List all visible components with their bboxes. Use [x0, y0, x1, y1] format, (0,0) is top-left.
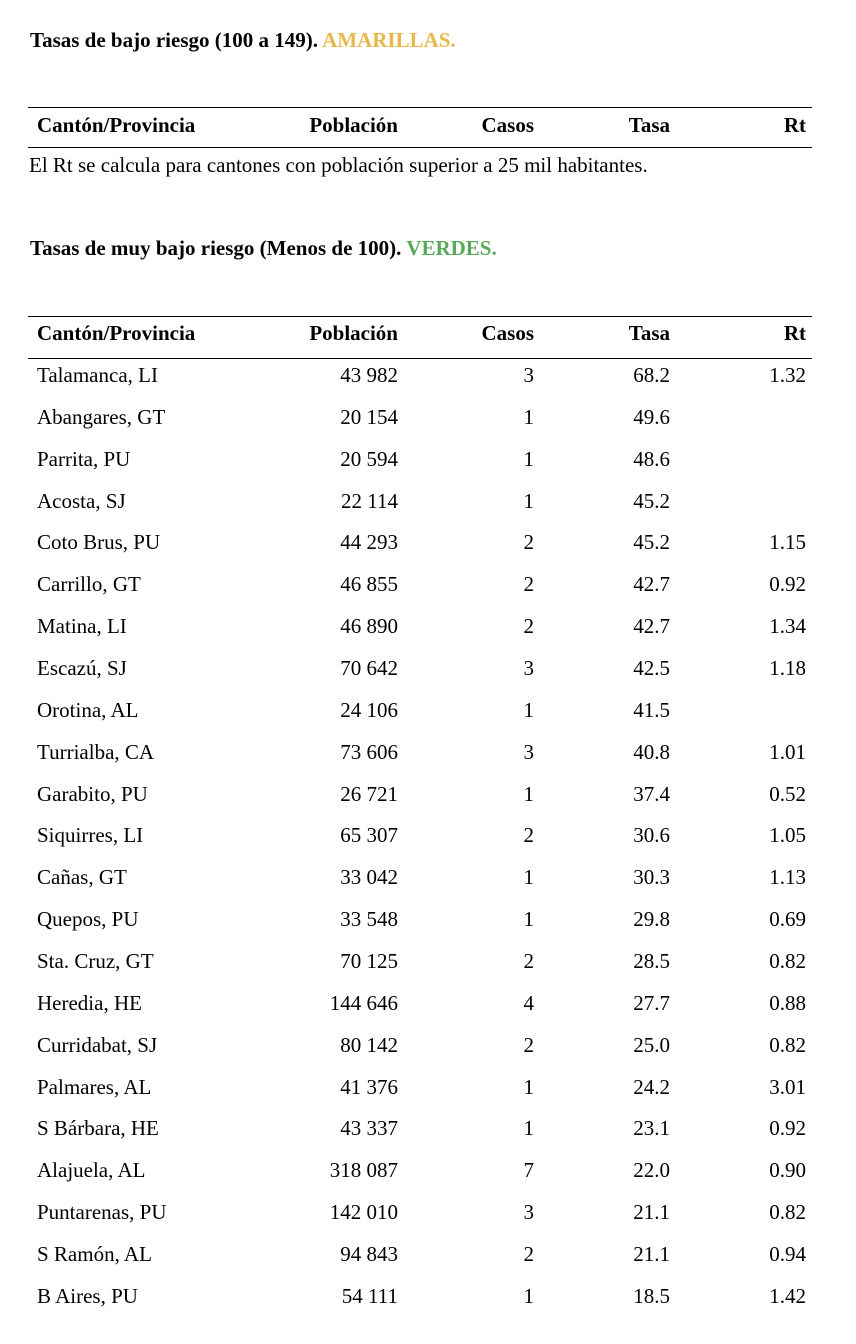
row-poblacion: 20 594	[340, 446, 398, 471]
row-casos: 2	[523, 823, 534, 848]
row-casos: 7	[523, 1158, 534, 1183]
rt-footnote: El Rt se calcula para cantones con población superior a 25 mil habitantes.	[29, 153, 648, 177]
row-tasa: 23.1	[633, 1116, 670, 1141]
row-poblacion: 43 337	[340, 1116, 398, 1141]
row-canton: Orotina, AL	[37, 697, 139, 722]
green-table-header-rule	[28, 358, 812, 359]
row-casos: 2	[523, 530, 534, 555]
row-tasa: 42.7	[633, 614, 670, 639]
row-canton: Puntarenas, PU	[37, 1200, 167, 1224]
table-row	[28, 1155, 812, 1185]
row-tasa: 22.0	[633, 1158, 670, 1183]
row-rt: 0.52	[769, 781, 806, 806]
row-casos: 1	[523, 488, 534, 513]
row-canton: Garabito, PU	[37, 781, 148, 806]
yellow-table-header	[28, 110, 812, 140]
row-casos: 4	[523, 990, 534, 1015]
row-rt: 1.34	[769, 614, 806, 639]
row-rt: 0.92	[769, 1116, 806, 1141]
header-tasa: Tasa	[628, 113, 670, 137]
row-rt: 0.88	[769, 990, 806, 1015]
row-poblacion: 33 042	[340, 865, 398, 890]
row-tasa: 24.2	[633, 1074, 670, 1099]
row-poblacion: 43 982	[340, 363, 398, 387]
row-canton: Heredia, HE	[37, 990, 142, 1015]
row-canton: Sta. Cruz, GT	[37, 948, 154, 973]
row-casos: 1	[523, 404, 534, 429]
row-rt: 0.92	[769, 572, 806, 597]
row-poblacion: 144 646	[329, 990, 398, 1015]
table-row	[28, 1239, 812, 1269]
header-rt: Rt	[783, 321, 806, 345]
table-row	[28, 1030, 812, 1060]
row-poblacion: 318 087	[329, 1158, 398, 1183]
row-poblacion: 65 307	[340, 823, 398, 848]
table-row	[28, 737, 812, 767]
table-row	[28, 988, 812, 1018]
row-canton: Talamanca, LI	[37, 363, 158, 387]
row-poblacion: 20 154	[340, 404, 398, 429]
row-rt: 1.42	[769, 1283, 806, 1308]
row-tasa: 45.2	[633, 530, 670, 555]
table-row	[28, 946, 812, 976]
row-rt: 1.18	[769, 655, 806, 680]
row-poblacion: 24 106	[340, 697, 398, 722]
table-row	[28, 904, 812, 934]
row-tasa: 68.2	[633, 363, 670, 387]
green-table-top-rule	[28, 316, 812, 317]
row-tasa: 18.5	[633, 1283, 670, 1308]
row-tasa: 42.5	[633, 655, 670, 680]
row-casos: 1	[523, 781, 534, 806]
row-canton: Carrillo, GT	[37, 572, 141, 597]
row-canton: Abangares, GT	[37, 404, 166, 429]
table-row	[28, 402, 812, 432]
table-row	[28, 486, 812, 516]
row-poblacion: 73 606	[340, 739, 398, 764]
row-casos: 1	[523, 446, 534, 471]
row-tasa: 41.5	[633, 697, 670, 722]
row-poblacion: 46 890	[340, 614, 398, 639]
table-row	[28, 653, 812, 683]
row-poblacion: 80 142	[340, 1032, 398, 1057]
row-rt: 1.13	[769, 865, 806, 890]
header-tasa: Tasa	[628, 321, 670, 345]
row-tasa: 45.2	[633, 488, 670, 513]
row-poblacion: 44 293	[340, 530, 398, 555]
row-tasa: 28.5	[633, 948, 670, 973]
row-casos: 3	[523, 739, 534, 764]
row-rt: 1.01	[769, 739, 806, 764]
row-canton: Acosta, SJ	[37, 488, 126, 513]
row-poblacion: 22 114	[341, 488, 398, 513]
row-casos: 3	[523, 655, 534, 680]
row-casos: 2	[523, 1241, 534, 1266]
row-casos: 1	[523, 1116, 534, 1141]
row-tasa: 49.6	[633, 404, 670, 429]
header-rt: Rt	[783, 113, 806, 137]
row-casos: 1	[523, 1074, 534, 1099]
table-row	[28, 1281, 812, 1311]
row-canton: S Bárbara, HE	[37, 1116, 159, 1141]
row-casos: 1	[523, 907, 534, 932]
row-poblacion: 26 721	[340, 781, 398, 806]
row-poblacion: 142 010	[329, 1200, 398, 1224]
row-casos: 2	[523, 948, 534, 973]
row-poblacion: 33 548	[340, 907, 398, 932]
row-tasa: 21.1	[633, 1241, 670, 1266]
header-poblacion: Población	[309, 113, 398, 137]
row-casos: 2	[523, 572, 534, 597]
row-tasa: 21.1	[633, 1200, 670, 1224]
row-casos: 1	[523, 1283, 534, 1308]
row-canton: Cañas, GT	[37, 865, 127, 890]
header-casos: Casos	[481, 113, 534, 137]
row-tasa: 25.0	[633, 1032, 670, 1057]
table-row	[28, 1113, 812, 1143]
row-poblacion: 70 642	[340, 655, 398, 680]
header-canton: Cantón/Provincia	[37, 321, 196, 345]
row-casos: 3	[523, 1200, 534, 1224]
row-rt: 0.90	[769, 1158, 806, 1183]
table-row	[28, 820, 812, 850]
table-row	[28, 779, 812, 809]
header-casos: Casos	[481, 321, 534, 345]
header-canton: Cantón/Provincia	[37, 113, 196, 137]
row-poblacion: 41 376	[340, 1074, 398, 1099]
row-canton: Palmares, AL	[37, 1074, 152, 1099]
row-rt: 1.32	[769, 363, 806, 387]
row-canton: Siquirres, LI	[37, 823, 144, 848]
table-row	[28, 360, 812, 390]
row-tasa: 29.8	[633, 907, 670, 932]
table-row	[28, 444, 812, 474]
row-canton: Turrialba, CA	[37, 739, 155, 764]
row-canton: Escazú, SJ	[37, 655, 127, 680]
green-table-header	[28, 318, 812, 348]
row-casos: 1	[523, 697, 534, 722]
row-canton: B Aires, PU	[37, 1283, 138, 1308]
row-canton: Parrita, PU	[37, 446, 131, 471]
row-rt: 0.94	[769, 1241, 806, 1266]
row-rt: 0.69	[769, 907, 806, 932]
table-row	[28, 1072, 812, 1102]
row-canton: Matina, LI	[37, 614, 127, 639]
row-rt: 1.05	[769, 823, 806, 848]
row-poblacion: 54 111	[341, 1283, 398, 1308]
row-tasa: 42.7	[633, 572, 670, 597]
row-poblacion: 94 843	[340, 1241, 398, 1266]
table-row	[28, 569, 812, 599]
yellow-section-tag: AMARILLAS.	[322, 28, 456, 52]
row-tasa: 30.3	[633, 865, 670, 890]
row-canton: Curridabat, SJ	[37, 1032, 158, 1057]
row-canton: Quepos, PU	[37, 907, 139, 932]
yellow-table-bottom-rule	[28, 147, 812, 148]
row-casos: 3	[523, 363, 534, 387]
row-tasa: 37.4	[633, 781, 670, 806]
row-tasa: 40.8	[633, 739, 670, 764]
row-rt: 3.01	[769, 1074, 806, 1099]
row-rt: 1.15	[769, 530, 806, 555]
row-tasa: 27.7	[633, 990, 670, 1015]
table-row	[28, 611, 812, 641]
row-canton: Alajuela, AL	[37, 1158, 146, 1183]
row-rt: 0.82	[769, 1200, 806, 1224]
yellow-section-title: Tasas de bajo riesgo (100 a 149).	[30, 28, 318, 52]
green-section-tag: VERDES.	[406, 236, 497, 260]
header-poblacion: Población	[309, 321, 398, 345]
row-poblacion: 70 125	[340, 948, 398, 973]
row-casos: 2	[523, 1032, 534, 1057]
row-tasa: 30.6	[633, 823, 670, 848]
table-row	[28, 1197, 812, 1227]
table-row	[28, 527, 812, 557]
green-section-title: Tasas de muy bajo riesgo (Menos de 100).	[30, 236, 402, 260]
row-tasa: 48.6	[633, 446, 670, 471]
green-section-heading	[30, 236, 497, 261]
yellow-section-heading	[30, 28, 456, 53]
yellow-table-top-rule	[28, 107, 812, 108]
row-rt: 0.82	[769, 948, 806, 973]
row-casos: 1	[523, 865, 534, 890]
table-row	[28, 862, 812, 892]
row-canton: Coto Brus, PU	[37, 530, 161, 555]
row-casos: 2	[523, 614, 534, 639]
table-row	[28, 695, 812, 725]
row-rt: 0.82	[769, 1032, 806, 1057]
row-poblacion: 46 855	[340, 572, 398, 597]
row-canton: S Ramón, AL	[37, 1241, 152, 1266]
